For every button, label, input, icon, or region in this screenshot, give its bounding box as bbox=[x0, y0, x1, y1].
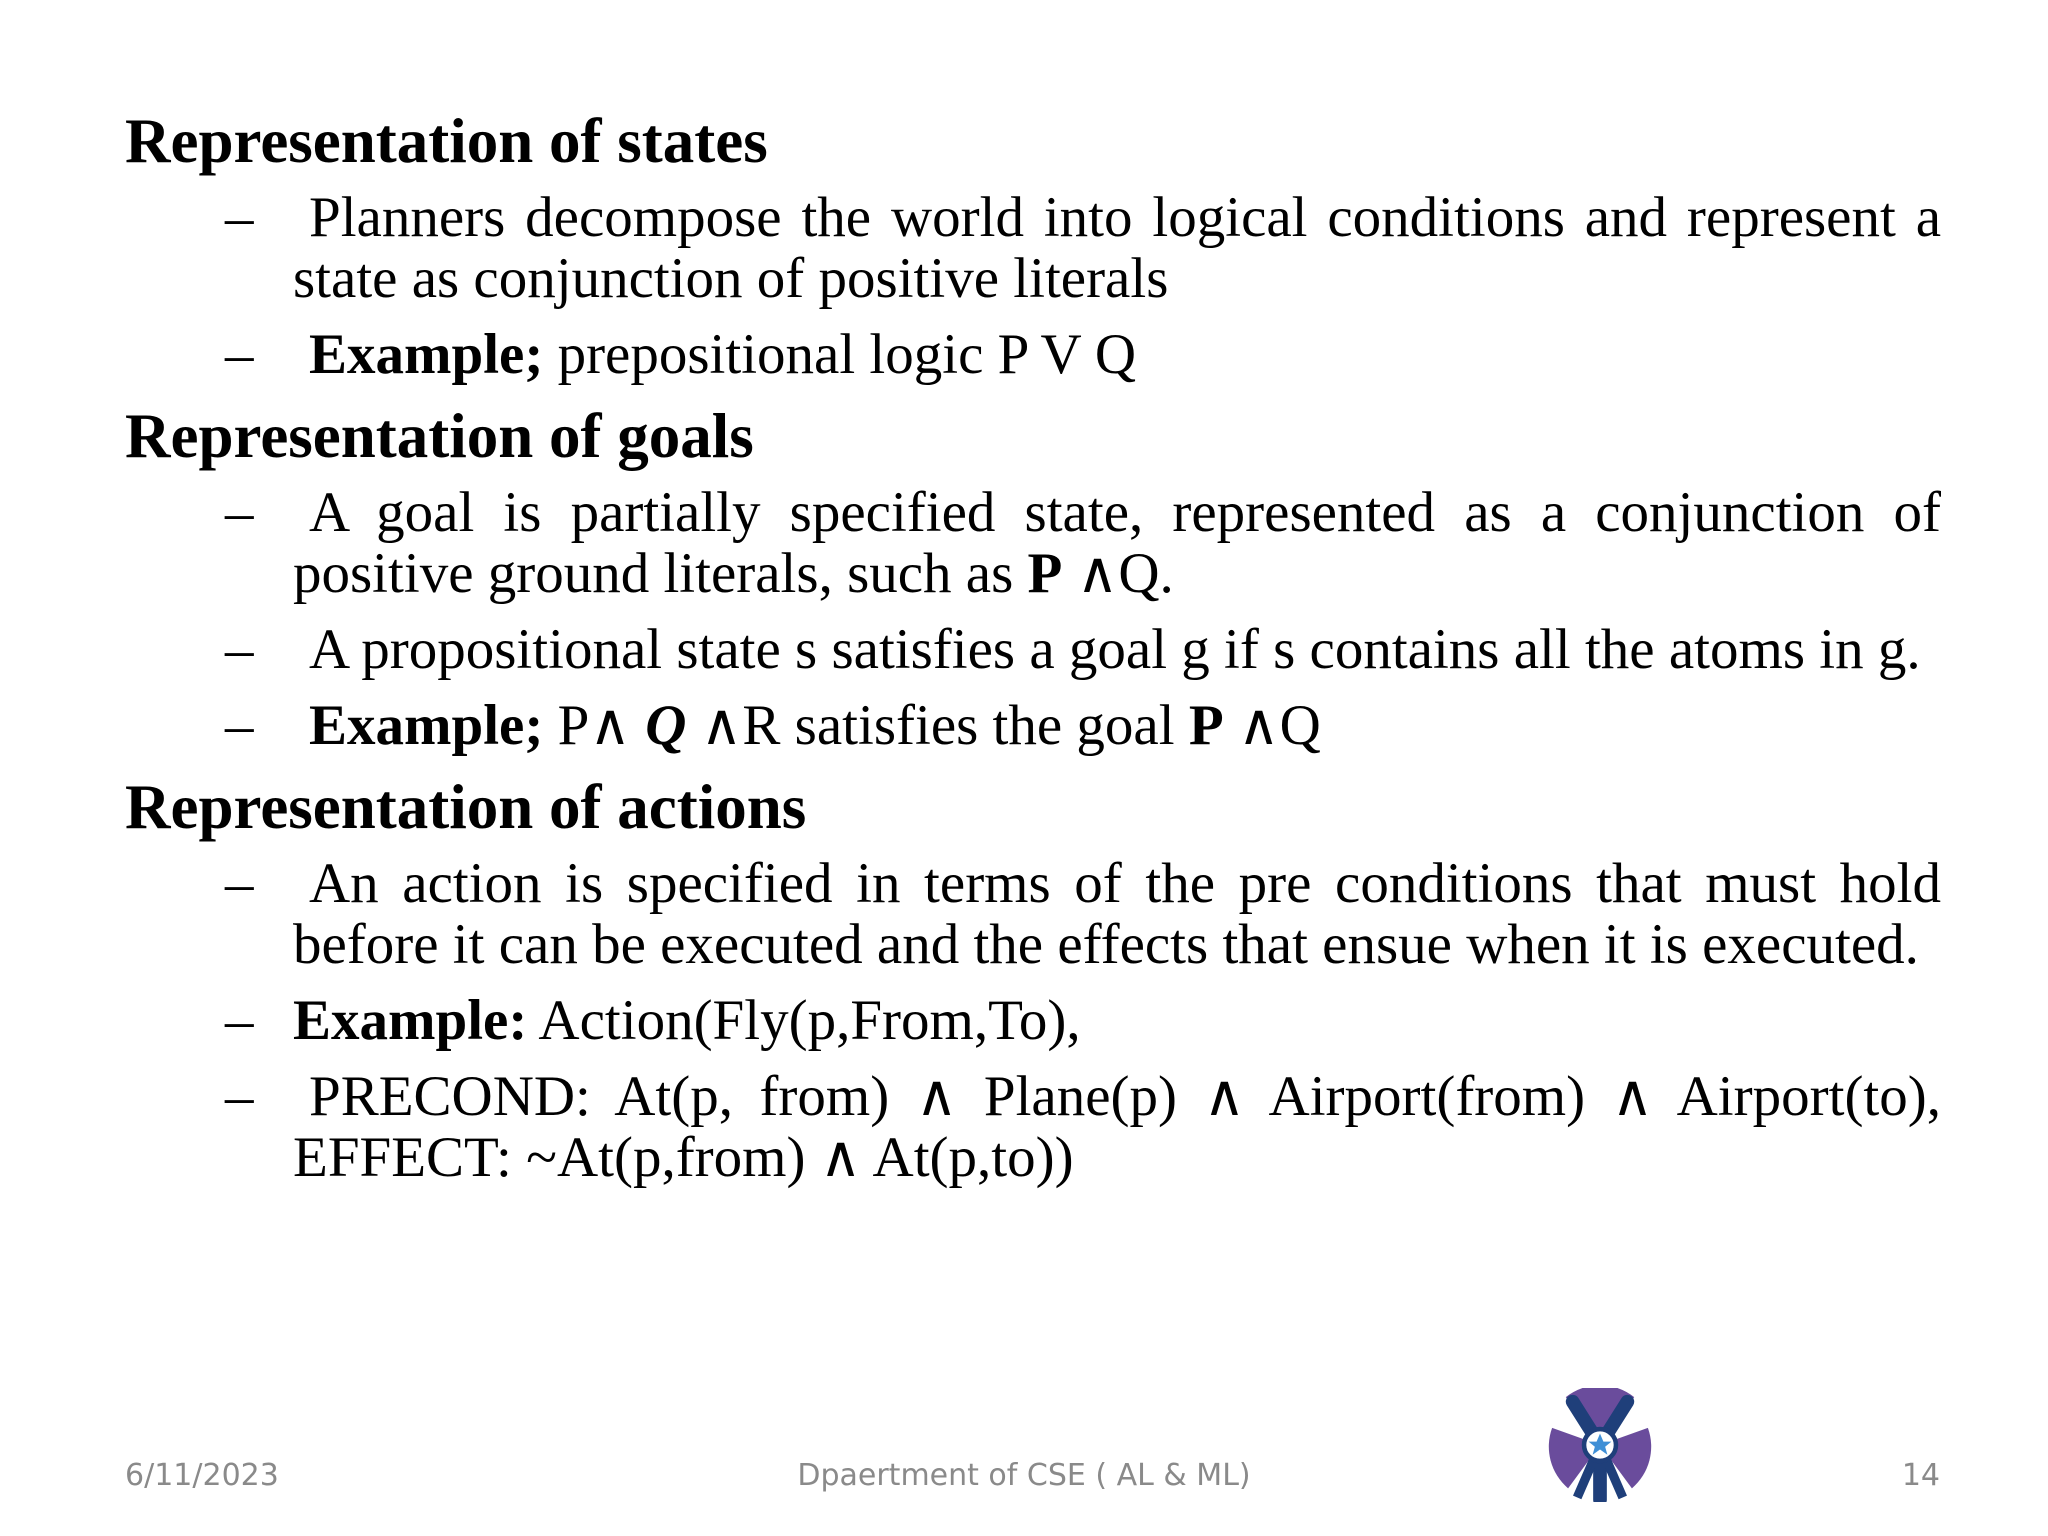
bullet-text bbox=[293, 187, 1941, 309]
bullet-item bbox=[125, 990, 1941, 1051]
bullet-list bbox=[125, 187, 1941, 385]
bullet-text-run: P bbox=[1188, 694, 1224, 757]
bullet-text-run: P∧ bbox=[543, 694, 646, 757]
slide-content bbox=[125, 105, 1941, 1203]
bullet-dash-icon: – bbox=[225, 1065, 254, 1128]
bullet-text-run: P bbox=[1027, 542, 1063, 605]
bullet-text bbox=[293, 482, 1941, 604]
bullet-text bbox=[293, 619, 1941, 680]
footer-department: Dpaertment of CSE ( AL & ML) bbox=[797, 1458, 1251, 1493]
bullet-text-run: PRECOND: At(p, from) ∧ Plane(p) ∧ Airport(from) ∧ Airport(to), EFFECT: ~At(p,from) ∧ At(p,to)) bbox=[293, 1065, 1941, 1189]
bullet-text bbox=[293, 1066, 1941, 1188]
bullet-item bbox=[125, 695, 1941, 756]
section-heading: Representation of states bbox=[125, 106, 768, 176]
institution-logo-icon bbox=[1543, 1388, 1657, 1502]
bullet-dash-icon: – bbox=[225, 989, 254, 1052]
bullet-text bbox=[293, 990, 1941, 1051]
bullet-text-run: A goal is partially specified state, represented as a conjunction of positive ground literals, such as bbox=[293, 481, 1941, 605]
bullet-list bbox=[125, 482, 1941, 756]
bullet-dash-icon: – bbox=[225, 323, 254, 386]
bullet-dash-icon: – bbox=[225, 481, 254, 544]
bullet-text-run: A propositional state s satisfies a goal g if s contains all the atoms in g. bbox=[309, 618, 1921, 681]
bullet-text-run: Planners decompose the world into logical conditions and represent a state as conjunction of positive literals bbox=[293, 186, 1941, 310]
bullet-text-run: ∧R satisfies the goal bbox=[686, 694, 1189, 757]
bullet-list bbox=[125, 853, 1941, 1188]
bullet-item bbox=[125, 324, 1941, 385]
section-heading: Representation of actions bbox=[125, 772, 807, 842]
bullet-text-run: Example: bbox=[293, 989, 528, 1052]
bullet-item bbox=[125, 1066, 1941, 1188]
bullet-item bbox=[125, 853, 1941, 975]
bullet-dash-icon: – bbox=[225, 852, 254, 915]
slide-number: 14 bbox=[1901, 1458, 1940, 1493]
footer-date: 6/11/2023 bbox=[125, 1458, 279, 1493]
bullet-dash-icon: – bbox=[225, 694, 254, 757]
bullet-item bbox=[125, 482, 1941, 604]
bullet-text-run: Action(Fly(p,From,To), bbox=[527, 989, 1081, 1052]
bullet-text-run: ∧Q bbox=[1223, 694, 1321, 757]
bullet-text-run: Q bbox=[645, 694, 687, 757]
bullet-item bbox=[125, 187, 1941, 309]
bullet-text-run: Example; bbox=[309, 323, 544, 386]
bullet-text-run: ∧Q. bbox=[1062, 542, 1174, 605]
bullet-item bbox=[125, 619, 1941, 680]
bullet-text bbox=[293, 695, 1941, 756]
bullet-text bbox=[293, 853, 1941, 975]
bullet-dash-icon: – bbox=[225, 186, 254, 249]
section-heading: Representation of goals bbox=[125, 401, 754, 471]
bullet-text-run: An action is specified in terms of the pre conditions that must hold before it can be executed and the effects that ensue when it is executed. bbox=[293, 852, 1941, 976]
bullet-text-run: Example; bbox=[309, 694, 544, 757]
bullet-text-run: prepositional logic P V Q bbox=[543, 323, 1137, 386]
bullet-text bbox=[293, 324, 1941, 385]
bullet-dash-icon: – bbox=[225, 618, 254, 681]
